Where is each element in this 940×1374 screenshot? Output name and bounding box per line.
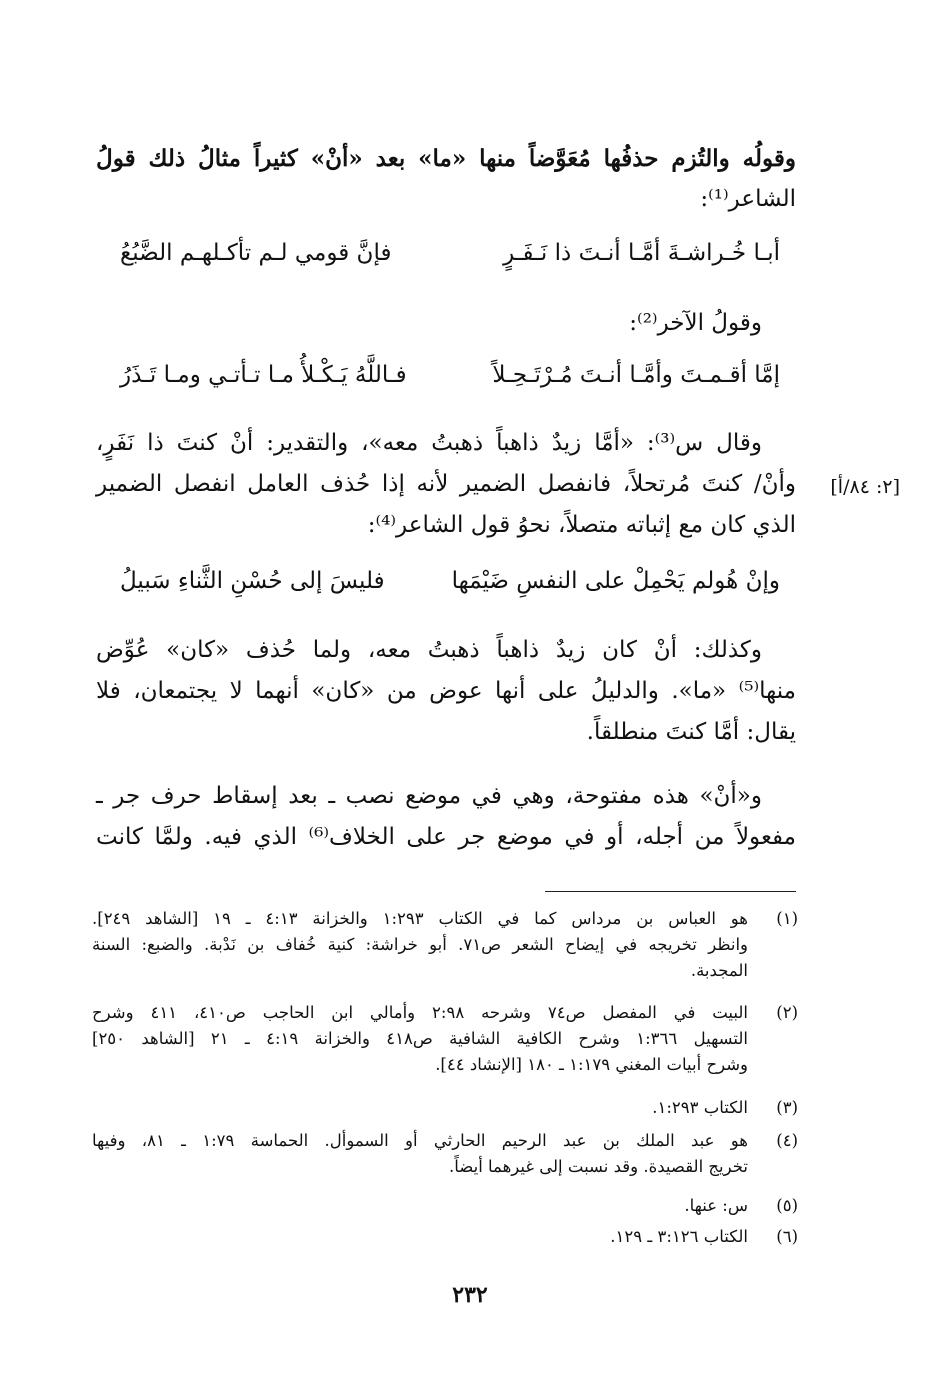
- footnote-number: (٤): [776, 1131, 798, 1150]
- footnote-line: تخريج القصيدة. وقد نسبت إلى غيرهما أيضاً.: [449, 1157, 748, 1176]
- footnote-line: التسهيل ١:٣٦٦ وشرح الكافية الشافية ص٤١٨ والخزانة ٤:١٩ ـ ٢١ [الشاهد ٢٥٠]: [92, 1029, 748, 1048]
- verse-first-hemistich: إمَّا أقـمـتَ وأمَّـا أنـتَ مُـرْتَـحِـلاً: [492, 362, 780, 388]
- footnote-separator: [545, 891, 796, 892]
- verse-second-hemistich: فليسَ إلى حُسْنِ الثَّناءِ سَبيلُ: [120, 568, 385, 594]
- verse-first-hemistich: وإنْ هُولم يَحْمِلْ على النفسِ ضَيْمَها: [451, 568, 780, 594]
- footnote-line: هو عبد الملك بن عبد الرحيم الحارثي أو السموأل. الحماسة ١:٧٩ ـ ٨١، وفيها: [92, 1131, 748, 1150]
- footnote-number: (٢): [776, 1003, 798, 1022]
- footnote-number: (٦): [776, 1227, 798, 1246]
- paragraph-line: و«أنْ» هذه مفتوحة، وهي في موضع نصب ـ بعد إسقاط حرف جر ـ: [96, 783, 762, 809]
- paragraph-4: [96, 630, 796, 753]
- page-number: ٢٣٢: [452, 1282, 488, 1308]
- footnote-4: [92, 1128, 798, 1180]
- paragraph-3: [96, 423, 796, 546]
- footnote-6: [92, 1224, 798, 1250]
- footnote-number: (٥): [776, 1196, 798, 1215]
- footnote-line: الكتاب ١:٢٩٣.: [652, 1098, 748, 1117]
- footnote-line: وشرح أبيات المغني ١:١٧٩ ـ ١٨٠ [الإنشاد ٤٤].: [435, 1055, 748, 1074]
- verse-1: [120, 240, 780, 280]
- verse-3: [120, 568, 780, 608]
- paragraph-line: وقال س⁽³⁾: «أمَّا زيدٌ ذاهباً ذهبتُ معه»، والتقدير: أنْ كنتَ ذا نَفَرٍ،: [96, 430, 762, 456]
- footnote-1: [92, 906, 798, 984]
- verse-first-hemistich: أبـا خُـراشـةَ أمَّـا أنـتَ ذا نَـفَـرٍ: [503, 240, 780, 266]
- footnote-line: البيت في المفصل ص٧٤ وشرحه ٢:٩٨ وأمالي ابن الحاجب ص٤١٠، ٤١١ وشرح: [92, 1003, 748, 1022]
- paragraph-line: وكذلك: أنْ كان زيدٌ ذاهباً ذهبتُ معه، ولما حُذف «كان» عُوِّض: [96, 637, 762, 663]
- paragraph-line: يقال: أمَّا كنتَ منطلقاً.: [586, 719, 796, 745]
- footnote-line: المجدبة.: [690, 961, 748, 980]
- paragraph-5: [96, 776, 796, 858]
- footnote-3: [92, 1095, 798, 1121]
- paragraph-line: وقولُه والتُزم حذفُها مُعَوَّضاً منها «ما» بعد «أنْ» كثيراً مثالُ ذلك قولُ: [96, 145, 796, 172]
- footnote-line: وانظر تخريجه في إيضاح الشعر ص٧١. أبو خراشة: كنية خُفاف بن نَدْبة. والضبع: السنة: [92, 935, 748, 954]
- footnote-number: (١): [776, 909, 798, 928]
- paragraph-line: منها⁽⁵⁾ «ما». والدليلُ على أنها عوض من «كان» أنهما لا يجتمعان، فلا: [96, 678, 796, 704]
- paragraph-line: الذي كان مع إثباته متصلاً، نحوُ قول الشاعر⁽⁴⁾:: [367, 512, 796, 538]
- footnote-number: (٣): [776, 1098, 798, 1117]
- verse-2: [120, 362, 780, 402]
- paragraph-2: [96, 303, 796, 344]
- paragraph-line: وقولُ الآخر⁽²⁾:: [629, 310, 762, 336]
- footnote-line: س: عنها.: [684, 1196, 748, 1215]
- paragraph-1: [96, 138, 796, 220]
- footnote-2: [92, 1000, 798, 1078]
- footnote-line: الكتاب ٣:١٢٦ ـ ١٢٩.: [610, 1227, 748, 1246]
- verse-second-hemistich: فإنَّ قومي لـم تأكـلهـم الضَّبُعُ: [120, 240, 392, 266]
- paragraph-line: وأنْ/ كنتَ مُرتحلاً، فانفصل الضمير لأنه إذا حُذف العامل انفصل الضمير: [96, 471, 796, 497]
- paragraph-line: الشاعر⁽¹⁾:: [700, 186, 796, 212]
- verse-second-hemistich: فـاللَّهُ يَـكْـلأُ مـا تـأتـي ومـا تَـذَرُ: [120, 362, 407, 388]
- paragraph-line: مفعولاً من أجله، أو في موضع جر على الخلاف⁽⁶⁾ الذي فيه. ولمَّا كانت: [96, 824, 796, 850]
- footnote-5: [92, 1193, 798, 1219]
- footnote-line: هو العباس بن مرداس كما في الكتاب ١:٢٩٣ والخزانة ٤:١٣ ـ ١٩ [الشاهد ٢٤٩].: [92, 909, 748, 928]
- manuscript-folio-marker: [٢: ٨٤/أ]: [830, 476, 900, 498]
